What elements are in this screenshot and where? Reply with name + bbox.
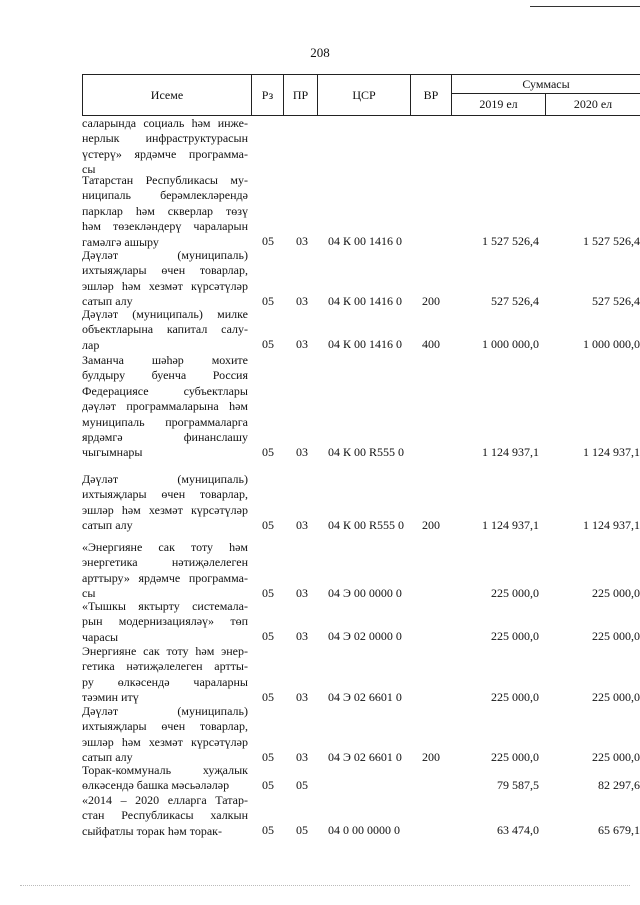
row-csr: 04 0 00 0000 0 bbox=[328, 823, 400, 838]
row-name-line: тәэмин итү bbox=[82, 690, 139, 705]
table-header bbox=[82, 74, 640, 116]
row-rz: 05 bbox=[262, 293, 274, 308]
row-csr: 04 К 00 1416 0 bbox=[328, 234, 403, 249]
table-row bbox=[82, 116, 640, 178]
row-name bbox=[82, 540, 248, 602]
top-rule bbox=[530, 6, 640, 7]
row-pr: 03 bbox=[296, 293, 308, 308]
row-vr: 400 bbox=[422, 337, 440, 352]
row-name-line: эшләр һәм хезмәт күрсәтүләр bbox=[82, 278, 248, 293]
row-csr: 04 К 00 1416 0 bbox=[328, 293, 403, 308]
row-name-line: саларында социаль һәм инже- bbox=[82, 116, 248, 130]
row-sum-2019: 1 124 937,1 bbox=[482, 444, 539, 459]
row-sum-2019: 79 587,5 bbox=[497, 777, 539, 792]
row-name bbox=[82, 644, 248, 706]
row-name-line: сатып алу bbox=[82, 518, 133, 533]
row-name bbox=[82, 704, 248, 766]
row-rz: 05 bbox=[262, 234, 274, 249]
row-vr: 200 bbox=[422, 749, 440, 764]
row-sum-2019: 63 474,0 bbox=[497, 823, 539, 838]
row-name-line: дәүләт программаларына һәм bbox=[82, 399, 248, 414]
table-row bbox=[82, 353, 640, 461]
row-name-line: объектларына капитал салу- bbox=[82, 322, 248, 337]
row-sum-2020: 65 679,1 bbox=[598, 823, 640, 838]
row-rz: 05 bbox=[262, 777, 274, 792]
row-sum-2019: 1 527 526,4 bbox=[482, 234, 539, 249]
row-name bbox=[82, 793, 248, 839]
row-pr: 03 bbox=[296, 517, 308, 532]
row-name-line: Заманча шәһәр мохите bbox=[82, 353, 248, 367]
row-name-line: Дәүләт (муниципаль) bbox=[82, 248, 248, 262]
row-name-line: стан Республикасы халкын bbox=[82, 808, 248, 823]
row-sum-2020: 1 124 937,1 bbox=[583, 444, 640, 459]
row-name-line: «Энергияне сак тоту һәм bbox=[82, 540, 248, 554]
row-name bbox=[82, 307, 248, 353]
row-name-line: Торак-коммуналь хуҗалык bbox=[82, 763, 248, 777]
row-name-line: эшләр һәм хезмәт күрсәтүләр bbox=[82, 734, 248, 749]
row-name-line: сатып алу bbox=[82, 750, 133, 765]
row-pr: 03 bbox=[296, 749, 308, 764]
table-row bbox=[82, 472, 640, 534]
row-pr: 03 bbox=[296, 337, 308, 352]
row-csr: 04 Э 02 6601 0 bbox=[328, 749, 402, 764]
row-name-line: Федерациясе субъектлары bbox=[82, 383, 248, 398]
row-name-line: ихтыяҗлары өчен товарлар, bbox=[82, 719, 248, 734]
table-row bbox=[82, 248, 640, 310]
row-sum-2020: 225 000,0 bbox=[592, 749, 640, 764]
row-rz: 05 bbox=[262, 585, 274, 600]
row-name-line: булдыру буенча Россия bbox=[82, 368, 248, 383]
row-sum-2020: 527 526,4 bbox=[592, 293, 640, 308]
row-sum-2019: 225 000,0 bbox=[491, 689, 539, 704]
row-sum-2020: 1 124 937,1 bbox=[583, 517, 640, 532]
header-rz: Рз bbox=[251, 74, 284, 116]
row-name bbox=[82, 353, 248, 461]
row-csr: 04 Э 00 0000 0 bbox=[328, 585, 402, 600]
row-csr: 04 К 00 1416 0 bbox=[328, 337, 403, 352]
table-row bbox=[82, 173, 640, 250]
row-sum-2019: 527 526,4 bbox=[491, 293, 539, 308]
row-pr: 05 bbox=[296, 777, 308, 792]
row-name bbox=[82, 599, 248, 645]
table-row bbox=[82, 793, 640, 839]
row-csr: 04 Э 02 0000 0 bbox=[328, 629, 402, 644]
row-pr: 03 bbox=[296, 234, 308, 249]
header-year-2020: 2020 ел bbox=[545, 93, 640, 116]
row-name-line: Дәүләт (муниципаль) bbox=[82, 704, 248, 718]
row-name-line: ярдәмгә финанслашу bbox=[82, 430, 248, 445]
row-name-line: эшләр һәм хезмәт күрсәтүләр bbox=[82, 502, 248, 517]
row-name bbox=[82, 248, 248, 310]
row-name bbox=[82, 472, 248, 534]
row-rz: 05 bbox=[262, 823, 274, 838]
row-name-line: чарасы bbox=[82, 629, 119, 644]
header-name: Исеме bbox=[82, 74, 252, 116]
row-sum-2019: 1 124 937,1 bbox=[482, 517, 539, 532]
row-csr: 04 Э 02 6601 0 bbox=[328, 689, 402, 704]
row-name-line: үстерү» ярдәмче программа- bbox=[82, 146, 248, 161]
row-sum-2020: 1 527 526,4 bbox=[583, 234, 640, 249]
row-name-line: рын модернизацияләү» төп bbox=[82, 614, 248, 629]
row-name-line: чыгымнары bbox=[82, 445, 143, 460]
header-csr: ЦСР bbox=[317, 74, 411, 116]
row-name-line: нерлык инфраструктурасын bbox=[82, 131, 248, 146]
row-pr: 03 bbox=[296, 629, 308, 644]
row-name bbox=[82, 763, 248, 794]
row-name-line: ихтыяҗлары өчен товарлар, bbox=[82, 487, 248, 502]
row-vr: 200 bbox=[422, 293, 440, 308]
row-name-line: ру өлкәсендә чараларны bbox=[82, 674, 248, 689]
row-name-line: «2014 – 2020 елларга Татар- bbox=[82, 793, 248, 807]
row-name-line: ниципаль берәмлекләрендә bbox=[82, 188, 248, 203]
row-sum-2019: 225 000,0 bbox=[491, 749, 539, 764]
row-name-line: Татарстан Республикасы му- bbox=[82, 173, 248, 187]
header-pr: ПР bbox=[283, 74, 318, 116]
row-name-line: сы bbox=[82, 586, 96, 601]
row-rz: 05 bbox=[262, 444, 274, 459]
table-row bbox=[82, 307, 640, 353]
row-name bbox=[82, 173, 248, 250]
row-name-line: лар bbox=[82, 337, 100, 352]
row-pr: 03 bbox=[296, 689, 308, 704]
row-sum-2020: 1 000 000,0 bbox=[583, 337, 640, 352]
row-name-line: арттыру» ярдәмче программа- bbox=[82, 570, 248, 585]
row-sum-2020: 82 297,6 bbox=[598, 777, 640, 792]
row-name-line: парклар һәм скверлар төзү bbox=[82, 203, 248, 218]
row-name-line: ихтыяҗлары өчен товарлар, bbox=[82, 263, 248, 278]
row-name-line: сатып алу bbox=[82, 294, 133, 309]
row-sum-2020: 225 000,0 bbox=[592, 689, 640, 704]
row-name bbox=[82, 116, 248, 178]
table-row bbox=[82, 763, 640, 794]
page-number: 208 bbox=[310, 45, 330, 60]
table-row bbox=[82, 704, 640, 766]
row-pr: 03 bbox=[296, 585, 308, 600]
row-name-line: энергетика нәтиҗәлелеген bbox=[82, 555, 248, 570]
row-name-line: Энергияне сак тоту һәм энер- bbox=[82, 644, 248, 658]
row-pr: 05 bbox=[296, 823, 308, 838]
row-name-line: гетика нәтиҗәлелеген артты- bbox=[82, 659, 248, 674]
row-sum-2019: 225 000,0 bbox=[491, 629, 539, 644]
row-csr: 04 К 00 R555 0 bbox=[328, 444, 405, 459]
row-name-line: сыйфатлы торак һәм торак- bbox=[82, 823, 222, 838]
row-name-line: өлкәсендә башка мәсьәләләр bbox=[82, 778, 230, 793]
row-name-line: «Тышкы яктырту системала- bbox=[82, 599, 248, 613]
header-vr: ВР bbox=[410, 74, 452, 116]
row-vr: 200 bbox=[422, 517, 440, 532]
header-sums: Суммасы bbox=[451, 74, 640, 94]
row-rz: 05 bbox=[262, 629, 274, 644]
header-year-2019: 2019 ел bbox=[451, 93, 546, 116]
row-sum-2019: 1 000 000,0 bbox=[482, 337, 539, 352]
row-name-line: һәм төзекләндерү чараларын bbox=[82, 219, 248, 234]
row-name-line: гамәлгә ашыру bbox=[82, 234, 159, 249]
row-name-line: Дәүләт (муниципаль) bbox=[82, 472, 248, 486]
scan-noise-line bbox=[20, 885, 630, 886]
row-name-line: сы bbox=[82, 162, 96, 177]
row-pr: 03 bbox=[296, 444, 308, 459]
row-name-line: муниципаль программаларга bbox=[82, 414, 248, 429]
table-row bbox=[82, 540, 640, 602]
row-rz: 05 bbox=[262, 749, 274, 764]
row-csr: 04 К 00 R555 0 bbox=[328, 517, 405, 532]
row-sum-2020: 225 000,0 bbox=[592, 629, 640, 644]
row-rz: 05 bbox=[262, 517, 274, 532]
row-rz: 05 bbox=[262, 337, 274, 352]
row-sum-2019: 225 000,0 bbox=[491, 585, 539, 600]
row-sum-2020: 225 000,0 bbox=[592, 585, 640, 600]
row-rz: 05 bbox=[262, 689, 274, 704]
table-row bbox=[82, 599, 640, 645]
row-name-line: Дәүләт (муниципаль) милке bbox=[82, 307, 248, 321]
table-row bbox=[82, 644, 640, 706]
